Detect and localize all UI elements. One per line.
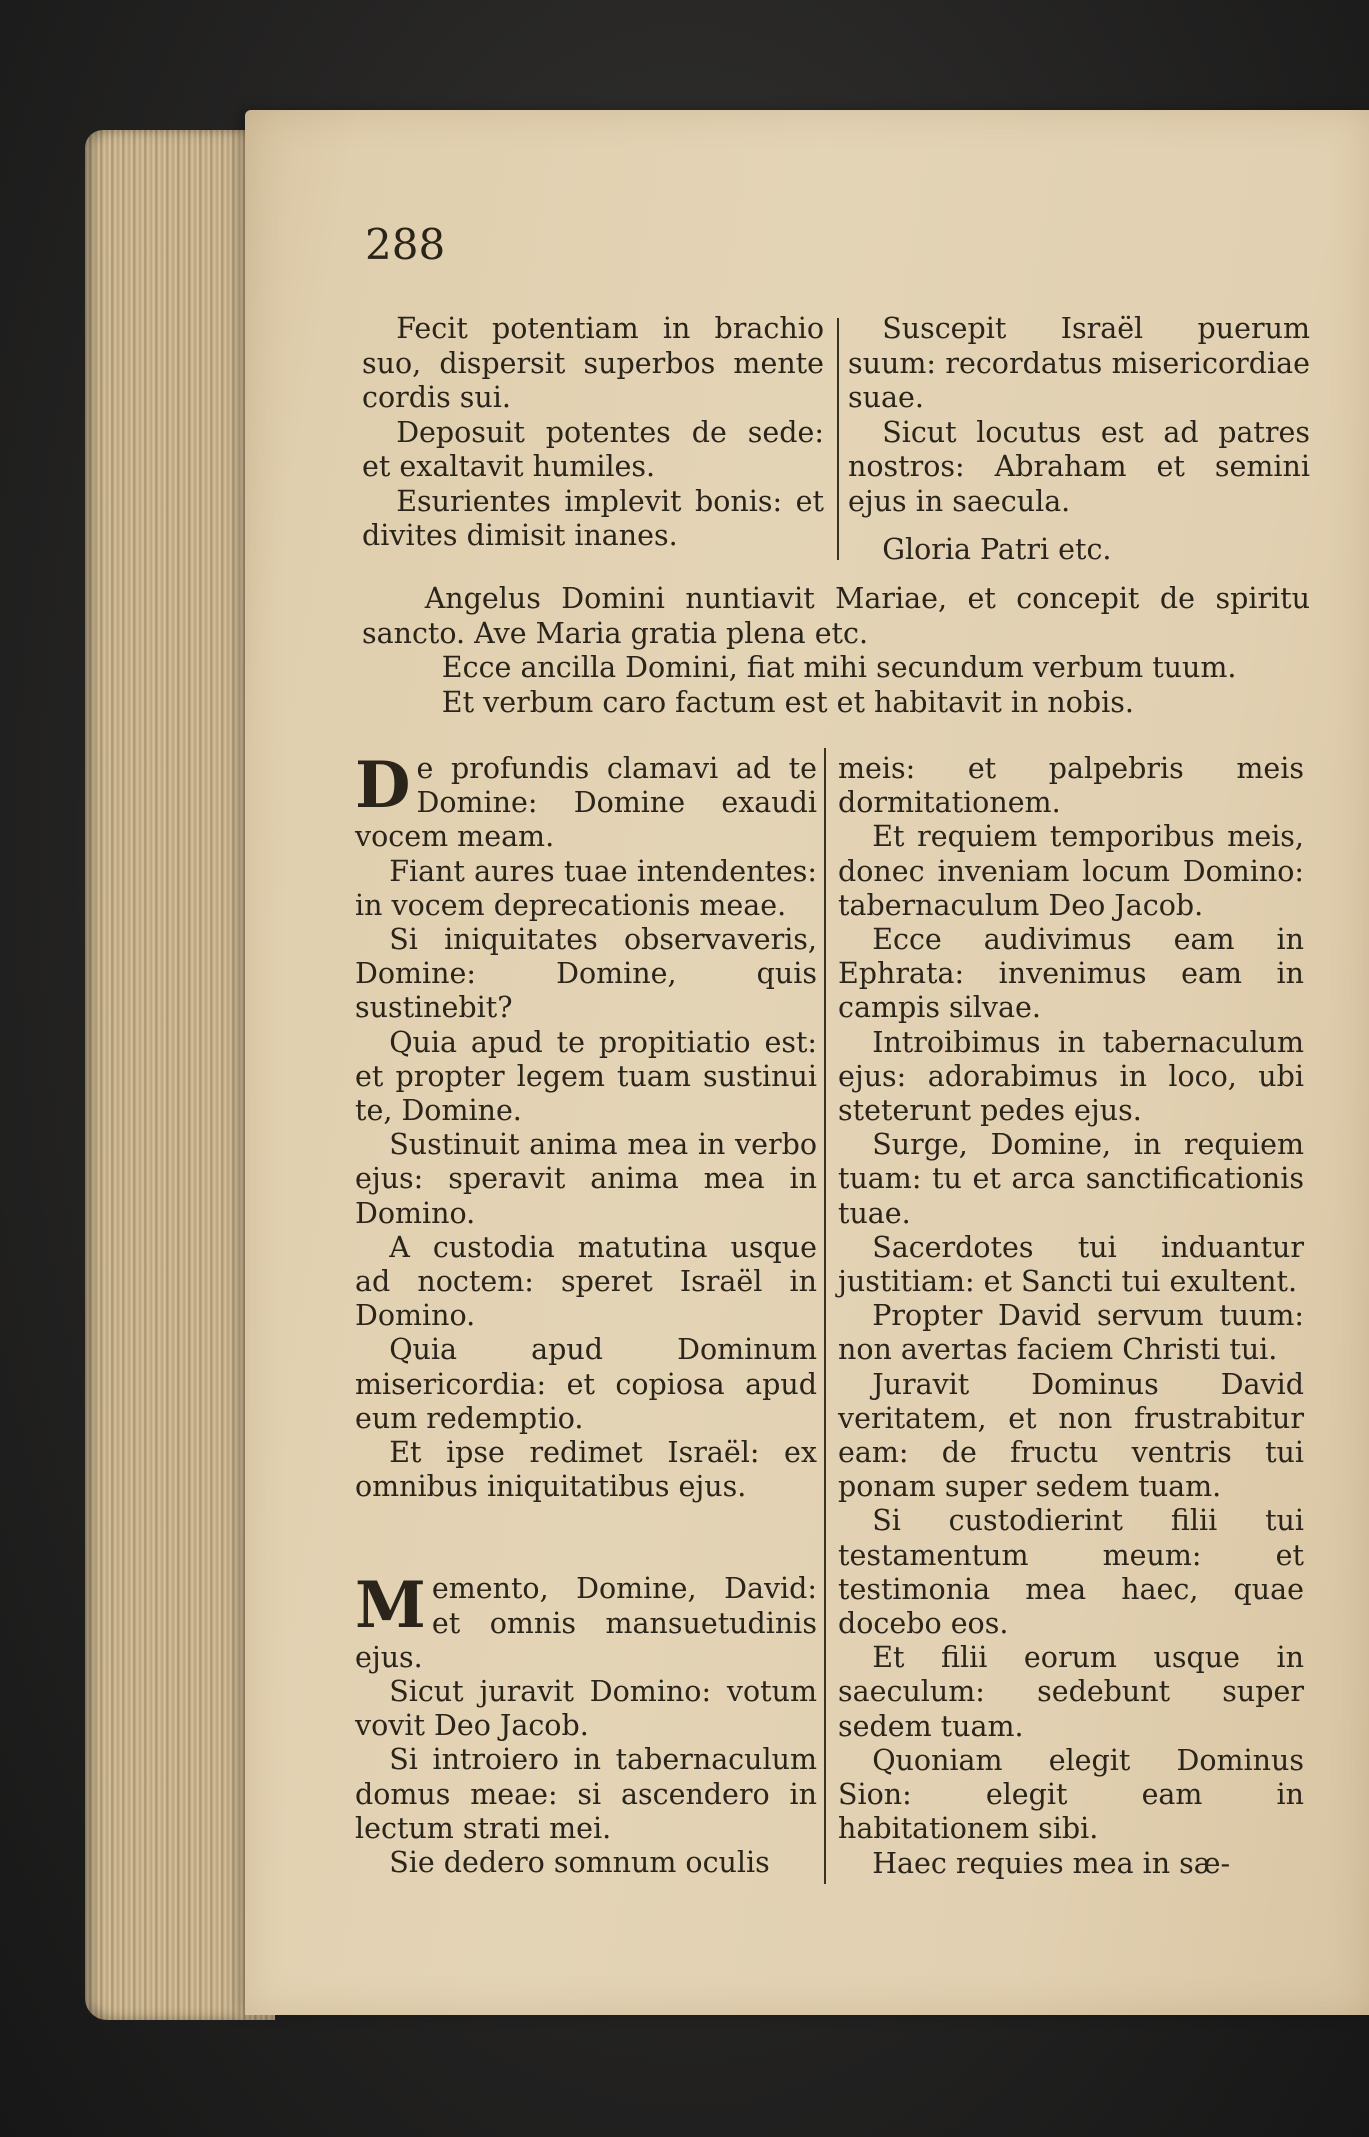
verse: Quia apud te propitiatio est: et propter legem tuam sustinui te, Domine.: [355, 1025, 817, 1128]
angelus-verse: Et verbum caro factum est et habitavit in nobis.: [441, 685, 1134, 719]
verse: Et ipse redimet Israël: ex omnibus iniquitatibus ejus.: [355, 1436, 817, 1504]
verse: Sie dedero somnum oculis: [389, 1846, 770, 1880]
verse: Si custodierint filii tui testamentum meum: et testimonia mea haec, quae docebo eos.: [838, 1504, 1304, 1641]
verse: A custodia matutina usque ad noctem: speret Israël in Domino.: [355, 1230, 817, 1333]
verse: Juravit Dominus David veritatem, et non frustrabitur eam: de fructu ventris tui ponam super sedem tuam.: [838, 1367, 1304, 1504]
verse-text: e profundis clamavi ad te Domine: Domine exaudi vocem meam.: [355, 752, 817, 854]
verse: Esurientes implevit bonis: et divites dimisit inanes.: [362, 484, 824, 552]
left-column: [355, 748, 817, 1880]
verse: Quoniam elegit Dominus Sion: elegit eam in habitationem sibi.: [838, 1743, 1304, 1846]
page-number: 288: [365, 220, 446, 269]
verse: meis: et palpebris meis dormitationem.: [838, 752, 1304, 820]
right-column: [838, 752, 1304, 1881]
verse: Deposuit potentes de sede: et exaltavit humiles.: [362, 415, 824, 483]
verse: Haec requies mea in sæ-: [872, 1846, 1231, 1880]
verse: Sustinuit anima mea in verbo ejus: speravit anima mea in Domino.: [355, 1128, 817, 1230]
verse: Propter David servum tuum: non avertas faciem Christi tui.: [838, 1299, 1304, 1367]
verse: Quia apud Dominum misericordia: et copiosa apud eum redemptio.: [355, 1333, 817, 1435]
angelus-verse: Ecce ancilla Domini, fiat mihi secundum verbum tuum.: [441, 651, 1237, 684]
gloria: Gloria Patri etc.: [882, 533, 1112, 566]
verse: Sicut locutus est ad patres nostros: Abraham et semini ejus in saecula.: [848, 415, 1310, 518]
verse: Sicut juravit Domino: votum vovit Deo Jacob.: [355, 1675, 817, 1743]
verse: Ecce audivimus eam in Ephrata: invenimus eam in campis silvae.: [838, 923, 1304, 1025]
column-divider-top: [837, 318, 839, 560]
drop-cap: M: [355, 1568, 426, 1644]
angelus-verse: Angelus Domini nuntiavit Mariae, et concepit de spiritu sancto. Ave Maria gratia plena etc.: [362, 582, 1310, 650]
verse: Fiant aures tuae intendentes: in vocem deprecationis meae.: [355, 854, 817, 922]
verse: Si iniquitates observaveris, Domine: Domine, quis sustinebit?: [355, 923, 817, 1025]
verse: Si introiero in tabernaculum domus meae: si ascendero in lectum strati mei.: [355, 1743, 817, 1845]
verse: Surge, Domine, in requiem tuam: tu et arca sanctificationis tuae.: [838, 1128, 1304, 1230]
verse: Suscepit Israël puerum suum: recordatus misericordiae suae.: [848, 312, 1310, 414]
verse: Et filii eorum usque in saeculum: sedebunt super sedem tuam.: [838, 1641, 1304, 1743]
drop-cap: D: [355, 748, 411, 823]
column-divider-bottom: [824, 748, 826, 1884]
verse-text: emento, Domine, David: et omnis mansuetudinis ejus.: [355, 1572, 817, 1674]
spacer: [355, 1504, 817, 1572]
verse: Sacerdotes tui induantur justitiam: et Sancti tui exultent.: [838, 1230, 1304, 1299]
verse: Et requiem temporibus meis, donec inveniam locum Domino: tabernaculum Deo Jacob.: [838, 820, 1304, 922]
verse: Introibimus in tabernaculum ejus: adorabimus in loco, ubi steterunt pedes ejus.: [838, 1025, 1304, 1128]
de-profundis-first: [355, 748, 817, 855]
top-left-column: [362, 312, 824, 554]
verse: Fecit potentiam in brachio suo, dispersit superbos mente cordis sui.: [362, 312, 824, 414]
angelus-block: [362, 582, 1310, 720]
memento-first: [355, 1568, 817, 1675]
top-right-column: [848, 312, 1310, 568]
